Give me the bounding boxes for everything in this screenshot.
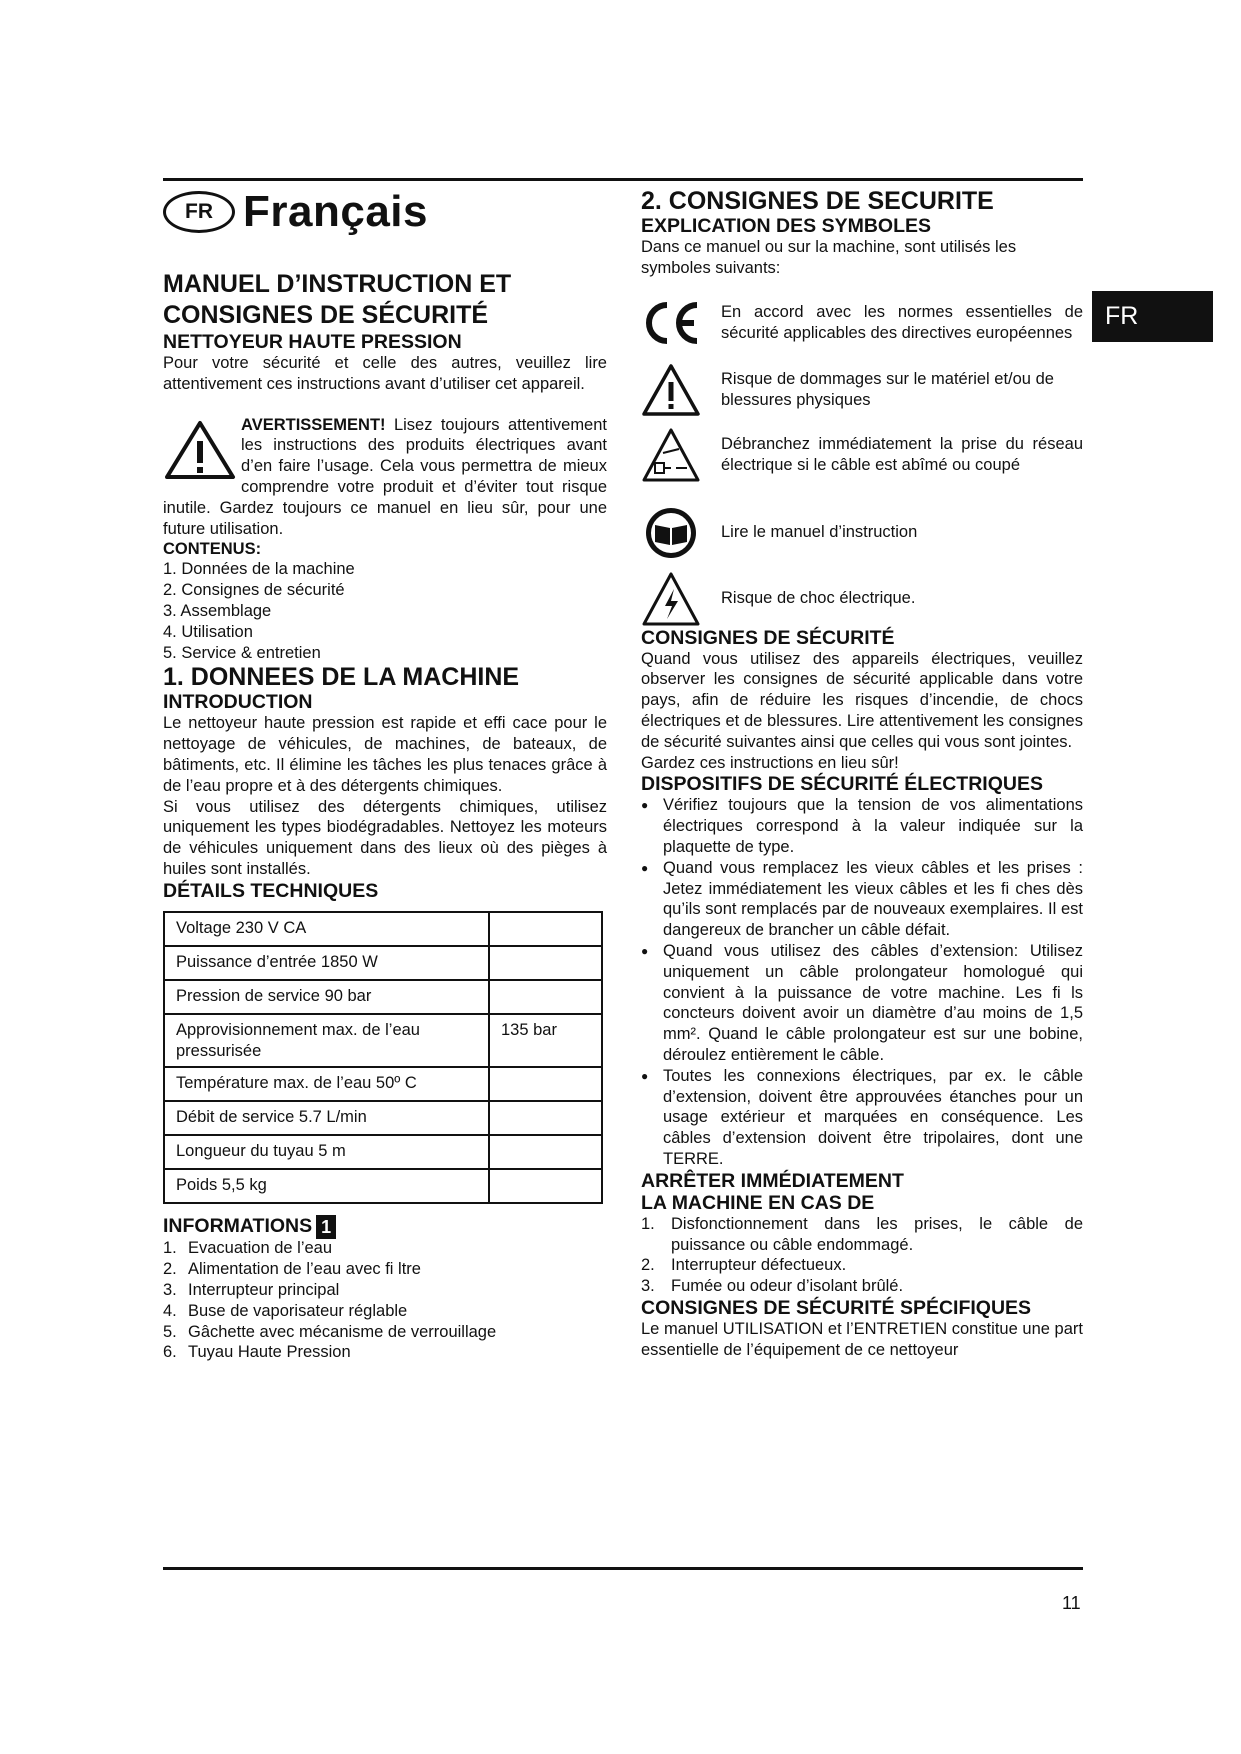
left-column xyxy=(163,178,607,1363)
list-item: 1. Evacuation de l’eau xyxy=(163,1239,333,1258)
list-item: 4. Buse de vaporisateur réglable xyxy=(163,1301,408,1320)
product-intro: Pour votre sécurité et celle des autres, veuillez lire attentivement ces instructions avant d’utiliser cet appareil. xyxy=(163,354,607,393)
safety-paragraph: Quand vous utilisez des appareils électriques, veuillez observer les consignes de sécurité applicable dans votre pays, afin de réduire les risques d’incendie, de chocs électriques et de blessures. Lire attentivement les consignes de sécurité suivantes ainsi que celles qui vous sont jointes. xyxy=(641,649,1083,751)
spec-value xyxy=(489,1135,602,1169)
list-item: 3. Fumée ou odeur d’isolant brûlé. xyxy=(641,1277,904,1296)
table-row xyxy=(164,1101,602,1135)
contents-item: 5. Service & entretien xyxy=(163,643,321,662)
spec-value xyxy=(489,1169,602,1203)
tech-details-heading: DÉTAILS TECHNIQUES xyxy=(163,879,379,902)
spec-value: 135 bar xyxy=(489,1014,602,1068)
spec-value xyxy=(489,946,602,980)
information-heading-text: INFORMATIONS xyxy=(163,1215,313,1238)
page-number: 11 xyxy=(1062,1593,1081,1613)
warning-label: AVERTISSEMENT! xyxy=(241,415,386,434)
spec-value xyxy=(489,912,602,946)
safety-heading: CONSIGNES DE SÉCURITÉ xyxy=(641,626,895,649)
symbol-text: Débranchez immédiatement la prise du réseau électrique si le câble est abîmé ou coupé xyxy=(721,434,1083,474)
symbol-row-ce xyxy=(641,297,1083,349)
symbol-text: En accord avec les normes essentielles de sécurité applicables des directives européennes xyxy=(721,302,1083,342)
information-heading xyxy=(163,1215,607,1239)
table-row xyxy=(164,1135,602,1169)
list-item: 6. Tuyau Haute Pression xyxy=(163,1343,351,1362)
section2-title: 2. CONSIGNES DE SECURITE xyxy=(641,187,994,215)
unplug-warning-icon xyxy=(641,427,701,483)
spec-label: Puissance d’entrée 1850 W xyxy=(164,946,489,980)
table-row xyxy=(164,1014,602,1068)
spec-label: Pression de service 90 bar xyxy=(164,980,489,1014)
list-item: 3. Interrupteur principal xyxy=(163,1280,340,1299)
ce-mark-icon xyxy=(641,297,701,349)
spec-value xyxy=(489,980,602,1014)
warning-triangle-icon xyxy=(641,363,701,417)
table-row xyxy=(164,946,602,980)
spec-label: Voltage 230 V CA xyxy=(164,912,489,946)
symbol-row-warning xyxy=(641,363,1083,417)
symbols-heading: EXPLICATION DES SYMBOLES xyxy=(641,215,932,237)
spec-label: Longueur du tuyau 5 m xyxy=(164,1135,489,1169)
table-row xyxy=(164,1169,602,1203)
list-item: 2. Alimentation de l’eau avec fi ltre xyxy=(163,1260,421,1279)
table-row xyxy=(164,912,602,946)
symbol-text: Risque de dommages sur le matériel et/ou de blessures physiques xyxy=(721,369,1054,409)
symbol-text: Lire le manuel d’instruction xyxy=(721,523,918,542)
safety-keep-text: Gardez ces instructions en lieu sûr! xyxy=(641,753,899,772)
specific-safety-text: Le manuel UTILISATION et l’ENTRETIEN constitue une part essentielle de l’équipement de ce nettoyeur xyxy=(641,1319,1083,1359)
product-heading: NETTOYEUR HAUTE PRESSION xyxy=(163,331,462,353)
detergent-paragraph: Si vous utilisez des détergents chimiques, utilisez uniquement les types biodégradables. Nettoyez les moteurs de véhicules uniquement dans des lieux où des pièges à huiles sont installés. xyxy=(163,797,607,878)
information-list xyxy=(163,1238,607,1363)
list-item: ● Quand vous remplacez les vieux câbles et les prises : Jetez immédiatement les vieux câbles et les fi ches dès qu’ils sont remplacés par de nouveaux exemplaires. Il est dangereux de brancher un câble défait. xyxy=(641,858,1083,941)
electric-shock-icon xyxy=(641,571,701,627)
section1-title: 1. DONNEES DE LA MACHINE xyxy=(163,663,520,692)
warning-text: Lisez toujours attentivement les instructions des produits électriques avant d’en faire l’usage. Cela vous permettra de mieux comprendre votre produit et d’éviter tout risque inutile. Gardez toujours ce manuel en lieu sûr, pour une future utilisation. xyxy=(163,415,607,538)
specs-table xyxy=(163,911,603,1205)
document-title: MANUEL D’INSTRUCTION ET CONSIGNES DE SÉCURITÉ xyxy=(163,270,512,329)
warning-triangle-icon xyxy=(163,419,237,481)
list-item: 2. Interrupteur défectueux. xyxy=(641,1256,847,1275)
contents-item: 4. Utilisation xyxy=(163,622,253,641)
spec-value xyxy=(489,1067,602,1101)
list-item: 1. Disfonctionnement dans les prises, le câble de puissance ou câble endommagé. xyxy=(641,1214,1083,1254)
symbol-row-unplug xyxy=(641,427,1083,483)
contents-item: 3. Assemblage xyxy=(163,601,272,620)
symbols-intro: Dans ce manuel ou sur la machine, sont utilisés les symboles suivants: xyxy=(641,238,1017,277)
stop-list xyxy=(641,1214,1083,1297)
introduction-paragraph: Le nettoyeur haute pression est rapide et effi cace pour le nettoyage de véhicules, de machines, de bateaux, de bâtiments, etc. Il élimine les tâches les plus tenaces grâce à de l’eau propre et à des détergents chimiques. xyxy=(163,714,607,795)
table-row xyxy=(164,1067,602,1101)
list-item: ● Vérifiez toujours que la tension de vos alimentations électriques correspond à la valeur indiquée sur la plaquette de type. xyxy=(641,795,1083,857)
language-header xyxy=(163,187,607,237)
right-column xyxy=(641,178,1083,1361)
spec-value xyxy=(489,1101,602,1135)
symbol-text: Risque de choc électrique. xyxy=(721,589,916,608)
contents-item: 1. Données de la machine xyxy=(163,560,355,579)
symbol-row-manual xyxy=(641,505,1083,561)
spec-label: Poids 5,5 kg xyxy=(164,1169,489,1203)
electrical-heading: DISPOSITIFS DE SÉCURITÉ ÉLECTRIQUES xyxy=(641,773,1043,796)
bottom-rule xyxy=(163,1567,1083,1570)
spec-label: Débit de service 5.7 L/min xyxy=(164,1101,489,1135)
list-item: ● Toutes les connexions électriques, par ex. le câble d’extension, doivent être approuvées étanches pour un usage extérieur et marquées en conséquence. Les câbles d’extension doivent être tripolaires, dont une TERRE. xyxy=(641,1066,1083,1170)
symbol-row-shock xyxy=(641,571,1083,627)
electrical-list xyxy=(641,795,1083,1169)
language-side-tab: FR xyxy=(1092,291,1213,342)
contents-heading: CONTENUS: xyxy=(163,540,262,559)
table-row xyxy=(164,980,602,1014)
language-code-badge: FR xyxy=(163,191,235,233)
stop-heading: ARRÊTER IMMÉDIATEMENT LA MACHINE EN CAS DE xyxy=(641,1169,904,1214)
language-name: Français xyxy=(243,186,428,236)
warning-block xyxy=(163,415,607,540)
spec-label: Température max. de l’eau 50º C xyxy=(164,1067,489,1101)
figure-badge: 1 xyxy=(316,1215,336,1239)
contents-item: 2. Consignes de sécurité xyxy=(163,581,345,600)
list-item: ● Quand vous utilisez des câbles d’extension: Utilisez uniquement un câble prolongateur homologué qui convient à la puissance de votre machine. Les fi ls concteurs doivent avoir un diamètre d’au moins de 1,5 mm². Quand le câble prolongateur est sur une bobine, déroulez entièrement le câble. xyxy=(641,941,1083,1066)
introduction-heading: INTRODUCTION xyxy=(163,691,313,714)
spec-label: Approvisionnement max. de l’eau pressurisée xyxy=(164,1014,489,1068)
contents-list xyxy=(163,559,607,663)
specific-safety-heading: CONSIGNES DE SÉCURITÉ SPÉCIFIQUES xyxy=(641,1296,1032,1319)
read-manual-icon xyxy=(641,505,701,561)
list-item: 5. Gâchette avec mécanisme de verrouillage xyxy=(163,1322,497,1341)
